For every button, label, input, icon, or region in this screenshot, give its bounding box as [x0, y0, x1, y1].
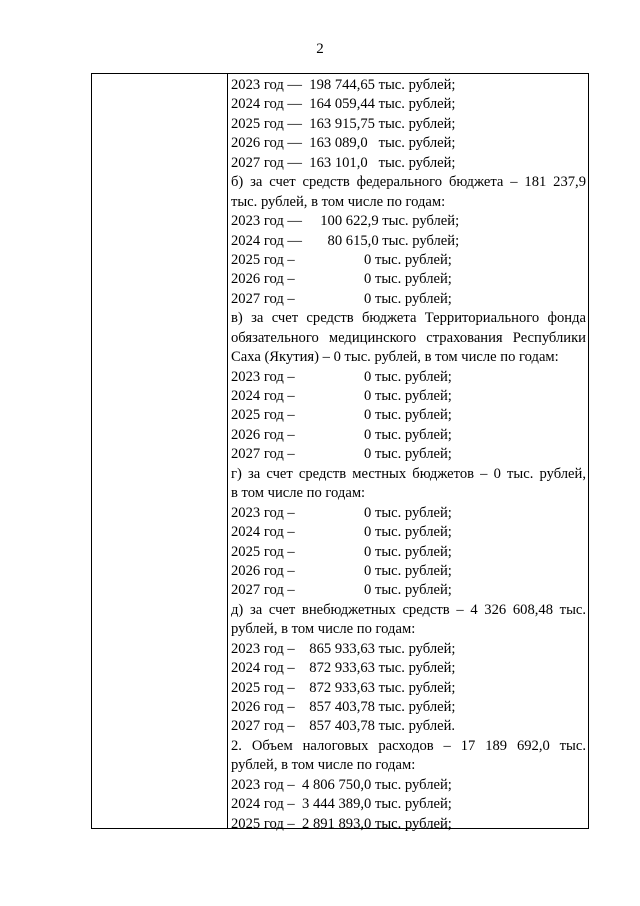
- page-number: 2: [316, 41, 324, 57]
- table-right-cell: [228, 74, 588, 832]
- text-line: рублей, в том числе по годам:: [231, 621, 416, 638]
- text-line: 2027 год – 0 тыс. рублей;: [231, 290, 452, 307]
- text-line: 2023 год – 0 тыс. рублей;: [231, 504, 452, 521]
- text-line: 2024 год — 80 615,0 тыс. рублей;: [231, 232, 460, 249]
- text-line: 2024 год – 872 933,63 тыс. рублей;: [231, 660, 456, 677]
- text-line: 2023 год — 198 744,65 тыс. рублей;: [231, 77, 456, 93]
- justified-text-line: в) за счет средств бюджета Территориального фонда: [231, 310, 586, 327]
- text-line: 2023 год – 865 933,63 тыс. рублей;: [231, 640, 456, 657]
- text-line: 2026 год — 163 089,0 тыс. рублей;: [231, 135, 456, 152]
- justified-text-line: д) за счет внебюджетных средств – 4 326 608,48 тыс.: [231, 601, 586, 618]
- text-line: 2026 год – 0 тыс. рублей;: [231, 562, 452, 579]
- table-left-cell: [92, 74, 228, 828]
- text-line: 2024 год – 0 тыс. рублей;: [231, 388, 452, 404]
- text-line: 2024 год – 0 тыс. рублей;: [231, 524, 452, 541]
- text-line: 2027 год – 0 тыс. рублей;: [231, 582, 452, 599]
- justified-text-line: 2. Объем налоговых расходов – 17 189 692,0 тыс.: [231, 737, 586, 754]
- text-line: 2027 год – 0 тыс. рублей;: [231, 446, 452, 463]
- funding-table: [91, 73, 589, 832]
- text-line: Саха (Якутия) – 0 тыс. рублей, в том числе по годам:: [231, 349, 559, 366]
- text-line: 2025 год – 872 933,63 тыс. рублей;: [231, 679, 456, 696]
- text-line: 2023 год – 4 806 750,0 тыс. рублей;: [231, 776, 452, 793]
- text-line: 2026 год – 857 403,78 тыс. рублей;: [231, 699, 456, 715]
- text-line: 2025 год — 163 915,75 тыс. рублей;: [231, 115, 456, 132]
- text-line: 2024 год – 3 444 389,0 тыс. рублей;: [231, 796, 452, 813]
- justified-text-line: обязательного медицинского страхования Республики: [231, 329, 586, 346]
- text-line: 2023 год — 100 622,9 тыс. рублей;: [231, 213, 460, 230]
- text-line: 2023 год – 0 тыс. рублей;: [231, 368, 452, 385]
- text-line: рублей, в том числе по годам:: [231, 757, 416, 774]
- text-line: 2024 год — 164 059,44 тыс. рублей;: [231, 96, 456, 113]
- text-line: 2025 год – 0 тыс. рублей;: [231, 407, 452, 424]
- text-line: 2025 год – 2 891 893,0 тыс. рублей;: [231, 815, 452, 832]
- justified-text-line: г) за счет средств местных бюджетов – 0 тыс. рублей,: [231, 465, 586, 482]
- text-line: 2026 год – 0 тыс. рублей;: [231, 271, 452, 288]
- text-line: 2027 год — 163 101,0 тыс. рублей;: [231, 154, 456, 171]
- text-line: 2025 год – 0 тыс. рублей;: [231, 251, 452, 268]
- text-line: в том числе по годам:: [231, 485, 366, 502]
- text-line: 2026 год – 0 тыс. рублей;: [231, 426, 452, 443]
- justified-text-line: б) за счет средств федерального бюджета – 181 237,9: [231, 174, 586, 191]
- text-line: 2027 год – 857 403,78 тыс. рублей.: [231, 718, 456, 735]
- text-line: 2025 год – 0 тыс. рублей;: [231, 543, 452, 560]
- text-line: тыс. рублей, в том числе по годам:: [231, 193, 446, 210]
